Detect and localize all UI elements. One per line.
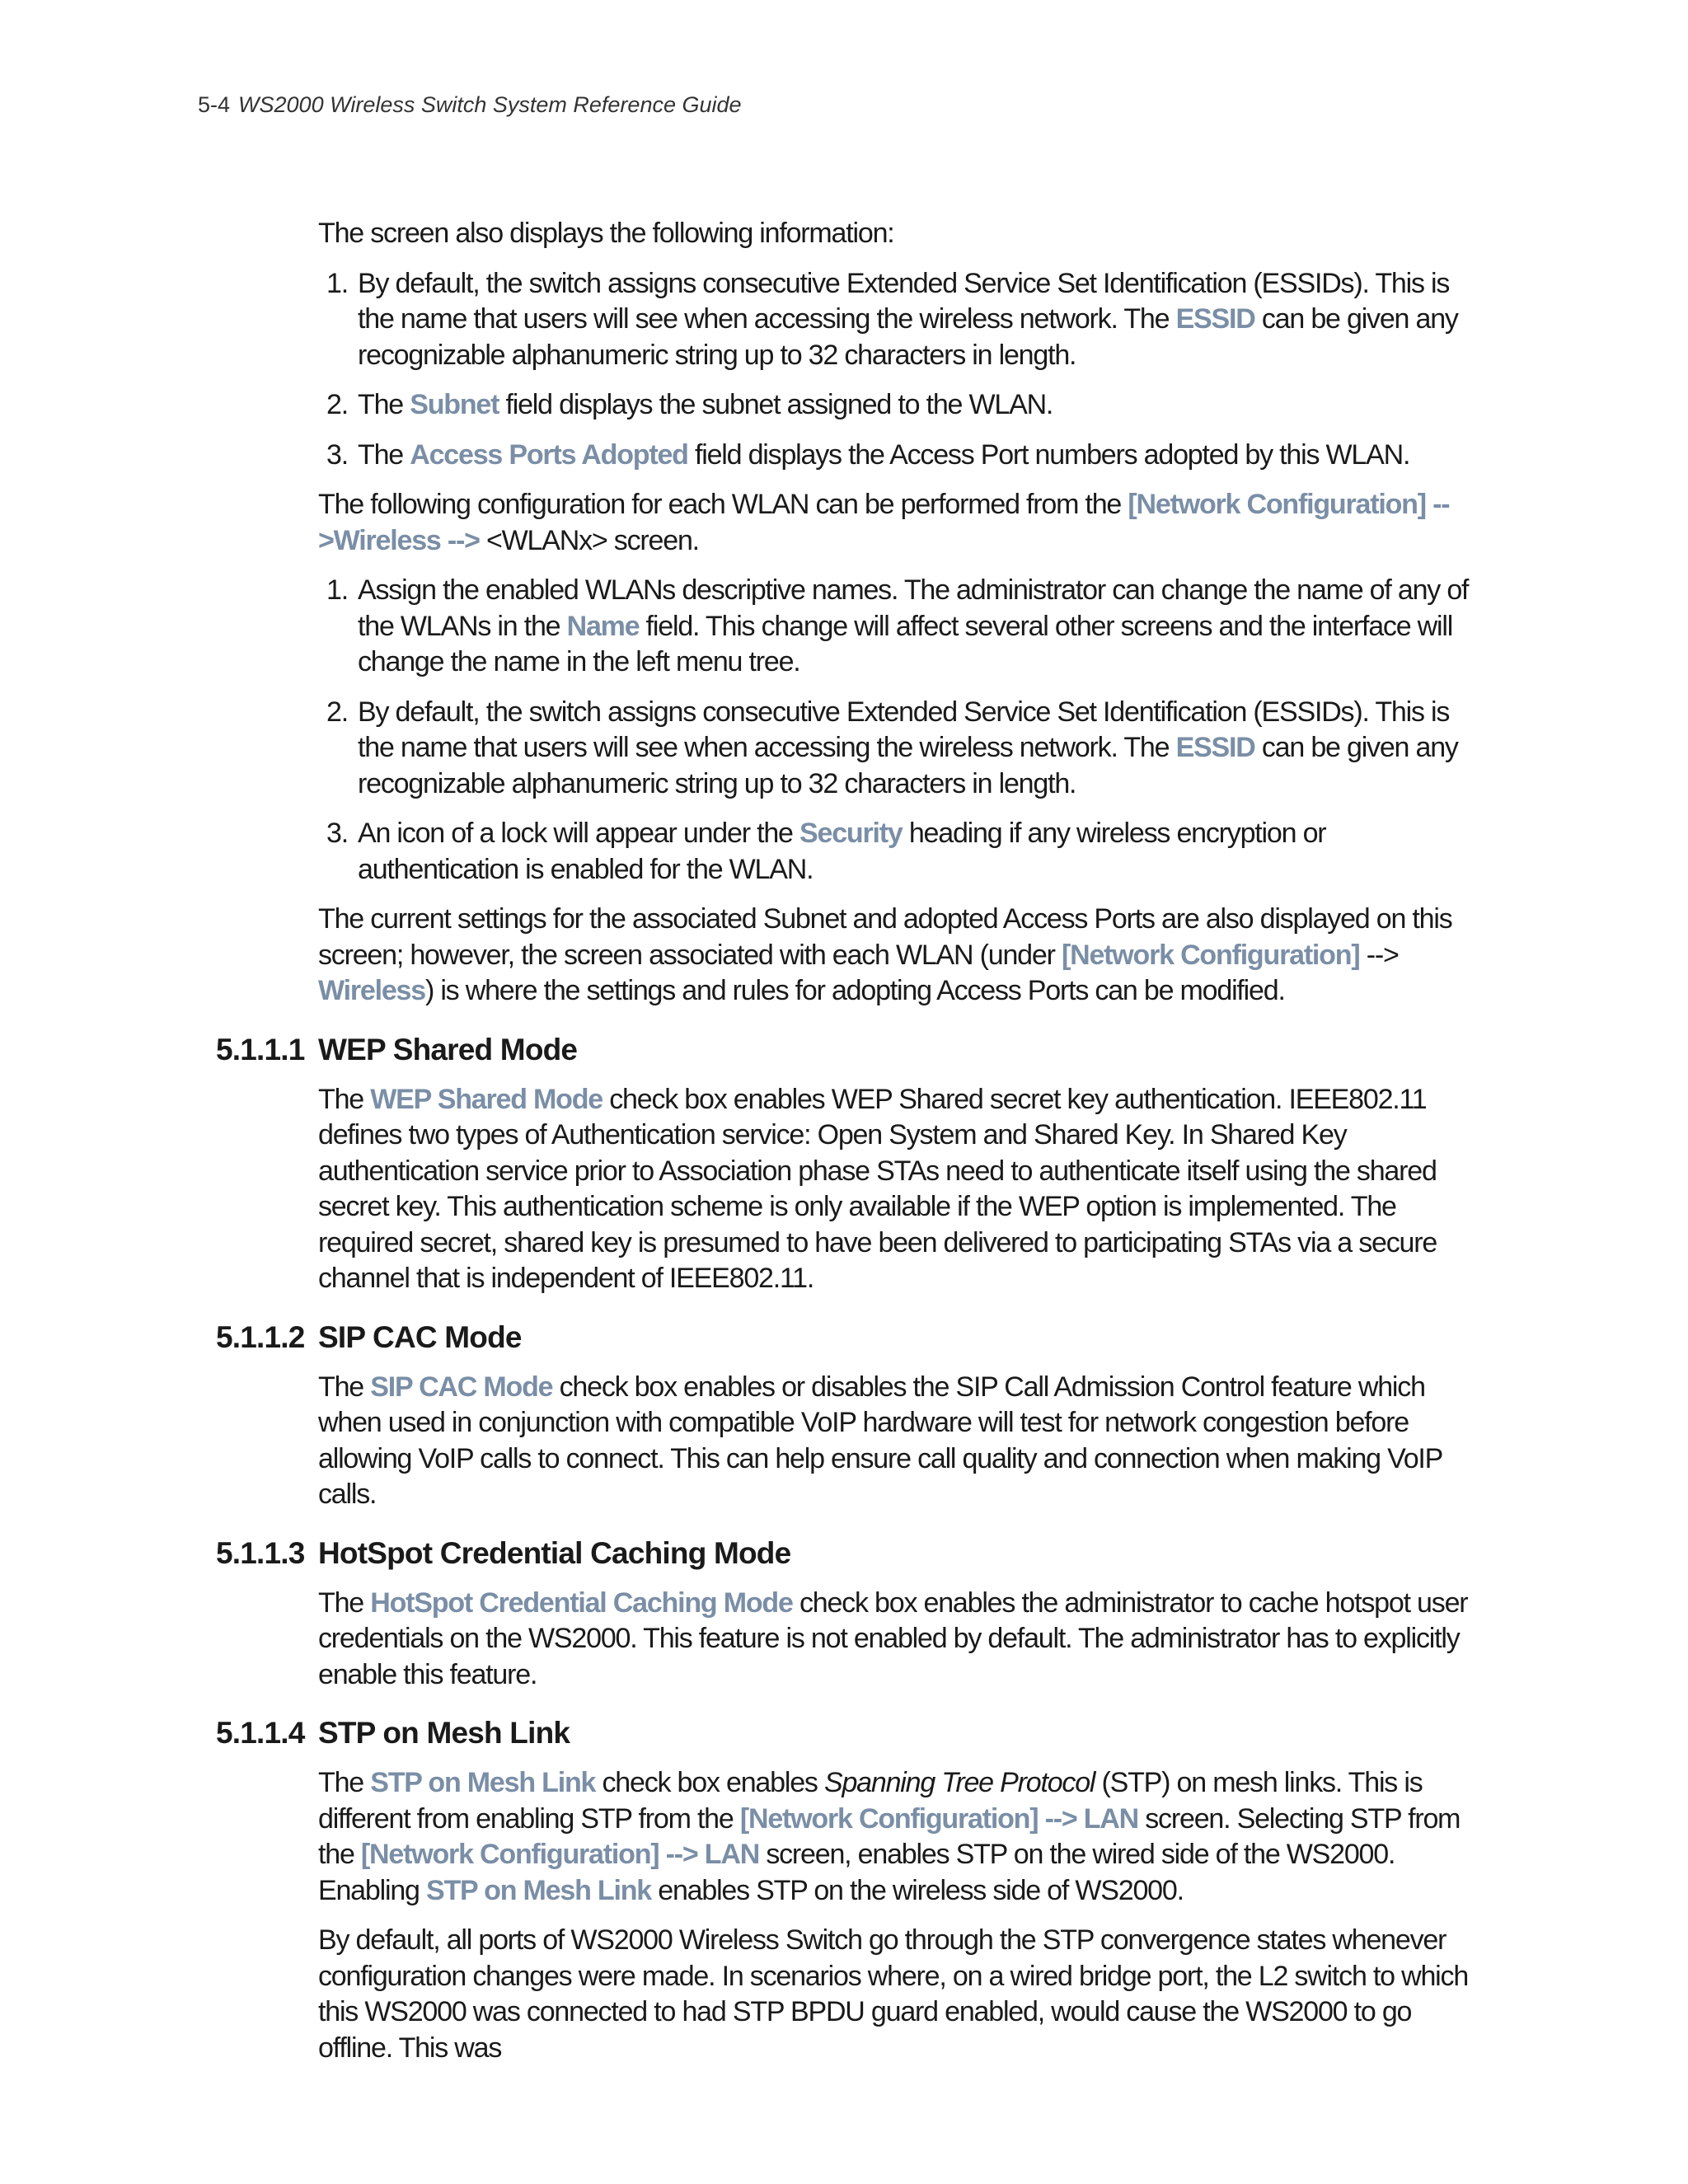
text: check box enables <box>595 1767 824 1798</box>
intro-paragraph: The screen also displays the following information: <box>318 218 894 249</box>
text: (STP) on mesh links. This is different from enabling STP from the <box>318 1767 1423 1835</box>
config-list <box>318 573 1489 888</box>
section-heading-hotspot-credential-caching-mode <box>216 1535 1489 1572</box>
text: Assign the enabled WLANs descriptive names. The administrator can change the name of any of the WLANs in the <box>358 574 1469 642</box>
page-number: 5-4 <box>198 92 231 117</box>
essid-keyword: ESSID <box>1175 303 1255 335</box>
section-title: WEP Shared Mode <box>318 1032 578 1066</box>
sip-cac-mode-paragraph <box>318 1370 1489 1513</box>
wep-shared-mode-paragraph <box>318 1082 1489 1297</box>
hotspot-credential-caching-mode-keyword: HotSpot Credential Caching Mode <box>370 1586 793 1619</box>
list-number: 3. <box>326 818 348 849</box>
text: The <box>318 1371 371 1403</box>
text: field displays the Access Port numbers adopted by this WLAN. <box>687 438 1410 471</box>
text: The <box>318 1767 371 1798</box>
section-title: HotSpot Credential Caching Mode <box>318 1535 791 1570</box>
name-keyword: Name <box>566 610 640 642</box>
lan-path-keyword: [Network Configuration] --> LAN <box>739 1802 1139 1835</box>
text: ) is where the settings and rules for adopting Access Ports can be modified. <box>424 975 1285 1006</box>
current-settings-paragraph <box>318 902 1489 1010</box>
stp-on-mesh-link-paragraph <box>318 1765 1489 1909</box>
wireless-keyword: Wireless <box>318 975 425 1006</box>
text: By default, the switch assigns consecutive Extended Service Set Identification (ESSIDs). This is the name that users will see when accessing the wireless network. The <box>358 696 1450 763</box>
list-number: 3. <box>326 438 348 471</box>
text: The <box>318 1083 371 1115</box>
config-intro-paragraph <box>318 487 1489 559</box>
essid-keyword: ESSID <box>1175 732 1255 763</box>
section-heading-sip-cac-mode <box>216 1319 1489 1357</box>
network-configuration-keyword: [Network Configuration] <box>1061 939 1360 971</box>
text: The <box>358 389 410 420</box>
stp-on-mesh-link-keyword: STP on Mesh Link <box>370 1767 596 1798</box>
list-item <box>318 695 1489 803</box>
text: check box enables the administrator to cache hotspot user credentials on the WS2000. This feature is not enabled by default. The administrator has to explicitly enable this feature. <box>318 1586 1468 1690</box>
hotspot-credential-caching-paragraph <box>318 1586 1489 1694</box>
section-heading-stp-on-mesh-link <box>216 1714 1489 1752</box>
text: enables STP on the wireless side of WS2000. <box>650 1874 1184 1906</box>
text: The <box>318 1586 371 1619</box>
text: By default, the switch assigns consecutive Extended Service Set Identification (ESSIDs). This is the name that users will see when accessing the wireless network. The <box>358 267 1450 335</box>
list-item <box>318 387 1489 424</box>
text: The <box>358 438 410 471</box>
spanning-tree-protocol-term: Spanning Tree Protocol <box>823 1767 1095 1798</box>
text: <WLANx> screen. <box>479 524 699 556</box>
list-number: 1. <box>326 267 348 299</box>
text: screen. Selecting STP from the <box>318 1802 1461 1870</box>
section-title: SIP CAC Mode <box>318 1319 522 1354</box>
list-item <box>318 573 1489 681</box>
section-number: 5.1.1.1 <box>216 1032 305 1066</box>
text: The following configuration for each WLAN can be performed from the <box>318 489 1128 520</box>
list-item <box>318 438 1489 474</box>
menu-path-keyword: [Network Configuration] -->Wireless --> <box>318 489 1450 556</box>
text: check box enables or disables the SIP Call Admission Control feature which when used in conjunction with compatible VoIP hardware will test for network congestion before allowing VoIP calls to connect. This can help ensure call quality and connection when making VoIP calls. <box>318 1371 1442 1510</box>
main-content <box>216 216 1489 2080</box>
section-title: STP on Mesh Link <box>318 1716 570 1750</box>
text: screen, enables STP on the wired side of the WS2000. Enabling <box>318 1839 1395 1906</box>
text: field. This change will affect several other screens and the interface will change the name in the left menu tree. <box>358 610 1453 677</box>
text: heading if any wireless encryption or authentication is enabled for the WLAN. <box>358 818 1326 885</box>
wep-shared-mode-keyword: WEP Shared Mode <box>370 1083 603 1115</box>
text: The current settings for the associated Subnet and adopted Access Ports are also displayed on this screen; however, the screen associated with each WLAN (under <box>318 903 1452 971</box>
sip-cac-mode-keyword: SIP CAC Mode <box>370 1371 553 1403</box>
list-number: 1. <box>326 574 348 606</box>
text: An icon of a lock will appear under the <box>358 818 800 849</box>
running-header <box>198 92 742 118</box>
text: can be given any recognizable alphanumeric string up to 32 characters in length. <box>358 303 1458 371</box>
section-number: 5.1.1.4 <box>216 1716 305 1750</box>
info-list <box>318 266 1489 474</box>
security-keyword: Security <box>799 818 903 849</box>
section-number: 5.1.1.2 <box>216 1319 305 1354</box>
lan-path-keyword: [Network Configuration] --> LAN <box>360 1839 760 1870</box>
list-number: 2. <box>326 696 348 728</box>
stp-on-mesh-link-keyword: STP on Mesh Link <box>425 1874 651 1906</box>
section-number: 5.1.1.3 <box>216 1535 305 1570</box>
list-number: 2. <box>326 389 348 420</box>
section-heading-wep-shared-mode <box>216 1031 1489 1069</box>
stp-default-behavior-paragraph: By default, all ports of WS2000 Wireless Switch go through the STP convergence states whenever configuration changes were made. In scenarios where, on a wired bridge port, the L2 switch to which this WS2000 was connected to had STP BPDU guard enabled, would cause the WS2000 to go offline. This was <box>318 1924 1469 2064</box>
list-item <box>318 266 1489 374</box>
text: check box enables WEP Shared secret key authentication. IEEE802.11 defines two types of Authentication service: Open System and Shared Key. In Shared Key authentication service prior to Association phase STAs need to authenticate itself using the shared secret key. This authentication scheme is only available if the WEP option is implemented. The required secret, shared key is presumed to have been delivered to participating STAs via a secure channel that is independent of IEEE802.11. <box>318 1083 1437 1294</box>
list-item <box>318 816 1489 888</box>
text: --> <box>1359 939 1399 971</box>
guide-title: WS2000 Wireless Switch System Reference Guide <box>238 92 742 117</box>
subnet-keyword: Subnet <box>410 389 499 420</box>
access-ports-adopted-keyword: Access Ports Adopted <box>410 438 688 471</box>
text: can be given any recognizable alphanumeric string up to 32 characters in length. <box>358 732 1458 799</box>
text: field displays the subnet assigned to the WLAN. <box>499 389 1053 420</box>
